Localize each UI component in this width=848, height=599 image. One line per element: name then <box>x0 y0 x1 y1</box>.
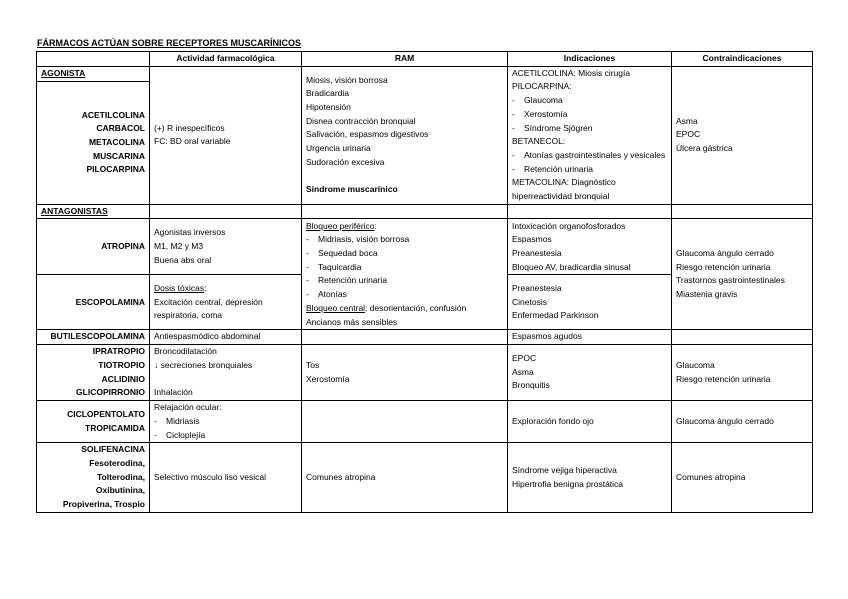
ind-item: - Atonías gastrointestinales y vesicales <box>512 149 667 163</box>
contra-line: Riesgo retención urinaria <box>676 373 771 384</box>
solifenacina-names <box>37 443 150 513</box>
butilescopolamina-activity: Antiespasmódico abdominal <box>150 330 302 345</box>
ram-item: - Retención urinaria <box>306 274 503 288</box>
activity-line: Excitación central, depresión <box>154 296 263 307</box>
ind-item: - Retención urinaria <box>512 163 667 177</box>
escopolamina-activity <box>150 275 302 330</box>
drug-name: Tolterodina, <box>96 471 145 482</box>
periph-block-label: Bloqueo periférico <box>306 220 375 231</box>
ciclopentolato-indications: Exploración fondo ojo <box>508 401 672 443</box>
ind-line: Intoxicación organofosforados <box>512 220 626 231</box>
butilescopolamina-indications: Espasmos agudos <box>508 330 672 345</box>
ind-line: BETANECOL: <box>512 136 566 147</box>
ipratropio-indications <box>508 345 672 401</box>
ind-item: - Síndrome Sjögren <box>512 122 667 136</box>
ipratropio-names <box>37 345 150 401</box>
drug-name: CICLOPENTOLATO <box>67 408 145 419</box>
ciclopentolato-names <box>37 401 150 443</box>
ram-item: - Midriasis, visión borrosa <box>306 233 503 247</box>
central-block <box>306 302 503 316</box>
ram-line: Urgencia urinaria <box>306 143 371 154</box>
muscarinic-drugs-table <box>36 51 813 513</box>
escopolamina-name: ESCOPOLAMINA <box>37 275 150 330</box>
solifenacina-ram: Comunes atropina <box>302 443 508 513</box>
ind-line: PILOCARPINA: <box>512 81 572 92</box>
contra-line: Trastornos gastrointestinales <box>676 275 785 286</box>
drug-name: TROPICAMIDA <box>85 422 145 433</box>
atropina-activity <box>150 219 302 275</box>
ind-line: Cinetosis <box>512 296 547 307</box>
contra-line: EPOC <box>676 129 701 140</box>
agonista-section-row <box>37 66 813 81</box>
ind-line: Enfermedad Parkinson <box>512 310 599 321</box>
activity-line: (+) R inespecíficos <box>154 122 225 133</box>
activity-line: FC: BD oral variable <box>154 136 231 147</box>
ind-line: EPOC <box>512 353 537 364</box>
empty-cell <box>672 204 813 219</box>
drug-name: Fesoterodina, <box>89 457 145 468</box>
ram-line: Hipotensión <box>306 101 351 112</box>
activity-line: Agonistas inversos <box>154 227 226 238</box>
ram-syndrome: Síndrome muscarínico <box>306 184 398 195</box>
butilescopolamina-row <box>37 330 813 345</box>
agonista-contraindications <box>672 66 813 204</box>
drug-name: IPRATROPIO <box>92 346 145 357</box>
activity-line: Broncodilatación <box>154 346 217 357</box>
antagonistas-section-row <box>37 204 813 219</box>
activity-line: respiratoria, coma <box>154 310 223 321</box>
ind-item: - Glaucoma <box>512 94 667 108</box>
ciclopentolato-activity <box>150 401 302 443</box>
ram-line: Miosis, visión borrosa <box>306 74 388 85</box>
ind-line: Hipertrofia benigna prostática <box>512 478 624 489</box>
central-block-label: Bloqueo central <box>306 302 366 313</box>
drug-name: Propiverina, Trospio <box>62 499 145 510</box>
ram-line: Salivación, espasmos digestivos <box>306 129 429 140</box>
ram-line: Sudoración excesiva <box>306 156 385 167</box>
header-activity: Actividad farmacológica <box>150 52 302 67</box>
antagonistas-label: ANTAGONISTAS <box>37 204 150 219</box>
empty-cell <box>150 204 302 219</box>
ind-item: - Xerostomía <box>512 108 667 122</box>
contra-line: Úlcera gástrica <box>676 143 733 154</box>
agonista-activity <box>150 66 302 204</box>
ipratropio-row <box>37 345 813 401</box>
empty-cell <box>302 330 508 345</box>
ciclopentolato-contraindications: Glaucoma ángulo cerrado <box>672 401 813 443</box>
header-contraindications: Contraindicaciones <box>672 52 813 67</box>
drug-name: SOLIFENACINA <box>81 444 145 455</box>
ind-line: Espasmos <box>512 234 552 245</box>
drug-name: CARBACOL <box>96 123 145 134</box>
ipratropio-activity <box>150 345 302 401</box>
agonista-label: AGONISTA <box>37 66 150 81</box>
activity-line: Relajación ocular: <box>154 402 222 413</box>
agonista-ram <box>302 66 508 204</box>
ram-item: - Sequedad boca <box>306 247 503 261</box>
escopolamina-indications <box>508 275 672 330</box>
atropina-indications <box>508 219 672 275</box>
contra-line: Asma <box>676 115 698 126</box>
drug-name: ACLIDINIO <box>101 373 145 384</box>
solifenacina-activity: Selectivo músculo liso vesical <box>150 443 302 513</box>
antagonist-contraindications <box>672 219 813 330</box>
ind-line: ACETILCOLINA: Miosis cirugía <box>512 67 631 78</box>
header-drug <box>37 52 150 67</box>
ram-item: - Atonías <box>306 288 503 302</box>
atropina-name: ATROPINA <box>37 219 150 275</box>
page-title: FÁRMACOS ACTÚAN SOBRE RECEPTORES MUSCARÍNICOS <box>37 38 302 48</box>
solifenacina-contraindications: Comunes atropina <box>672 443 813 513</box>
header-row <box>37 52 813 67</box>
ind-line: Preanestesia <box>512 247 562 258</box>
activity-line: M1, M2 y M3 <box>154 241 204 252</box>
header-indications: Indicaciones <box>508 52 672 67</box>
ram-line: Xerostomía <box>306 373 350 384</box>
empty-cell <box>672 330 813 345</box>
ciclopentolato-row <box>37 401 813 443</box>
antagonist-ram <box>302 219 508 330</box>
activity-item: - Midriasis <box>154 415 297 429</box>
agonista-indications <box>508 66 672 204</box>
ind-line: Bronquitis <box>512 380 550 391</box>
activity-line: Inhalación <box>154 387 193 398</box>
atropina-row <box>37 219 813 275</box>
ind-line: hiperreactividad bronquial <box>512 191 610 202</box>
header-ram: RAM <box>302 52 508 67</box>
drug-name: GLICOPIRRONIO <box>76 387 145 398</box>
ind-line: Asma <box>512 366 534 377</box>
drug-name: MUSCARINA <box>93 150 145 161</box>
solifenacina-row <box>37 443 813 513</box>
periph-block-title: Bloqueo periférico: <box>306 220 377 231</box>
solifenacina-indications <box>508 443 672 513</box>
ram-line: Tos <box>306 359 320 370</box>
ipratropio-ram <box>302 345 508 401</box>
activity-line: ↓ secreciones bronquiales <box>154 359 253 370</box>
ipratropio-contraindications <box>672 345 813 401</box>
drug-name: TIOTROPIO <box>98 359 145 370</box>
ind-line: METACOLINA: Diagnóstico <box>512 177 616 188</box>
ram-line: Disnea contracción bronquial <box>306 115 416 126</box>
ind-line: Preanestesia <box>512 282 562 293</box>
butilescopolamina-name: BUTILESCOPOLAMINA <box>37 330 150 345</box>
tox-title-label: Dosis tóxicas <box>154 282 205 293</box>
ind-line: Síndrome vejiga hiperactiva <box>512 464 617 475</box>
ram-item: - Taquicardia <box>306 261 503 275</box>
activity-line: Buena abs oral <box>154 254 212 265</box>
drug-name: PILOCARPINA <box>86 164 145 175</box>
drug-name: Oxibutinina, <box>95 485 145 496</box>
contra-line: Riesgo retención urinaria <box>676 261 771 272</box>
contra-line: Glaucoma ángulo cerrado <box>676 248 774 259</box>
empty-cell <box>302 401 508 443</box>
contra-line: Miastenia gravis <box>676 289 738 300</box>
ram-line: Bradicardia <box>306 88 349 99</box>
empty-cell <box>302 204 508 219</box>
activity-item: - Cicloplejía <box>154 429 297 443</box>
central-block-text: : desorientación, confusión <box>365 302 467 313</box>
drug-name: METACOLINA <box>88 136 145 147</box>
agonista-drugs <box>37 81 150 204</box>
ram-line: Ancianos más sensibles <box>306 316 398 327</box>
tox-title: Dosis tóxicas: <box>154 282 207 293</box>
drug-name: ACETILCOLINA <box>81 109 145 120</box>
empty-cell <box>508 204 672 219</box>
ind-line: Bloqueo AV, bradicardia sinusal <box>512 261 631 272</box>
contra-line: Glaucoma <box>676 359 715 370</box>
